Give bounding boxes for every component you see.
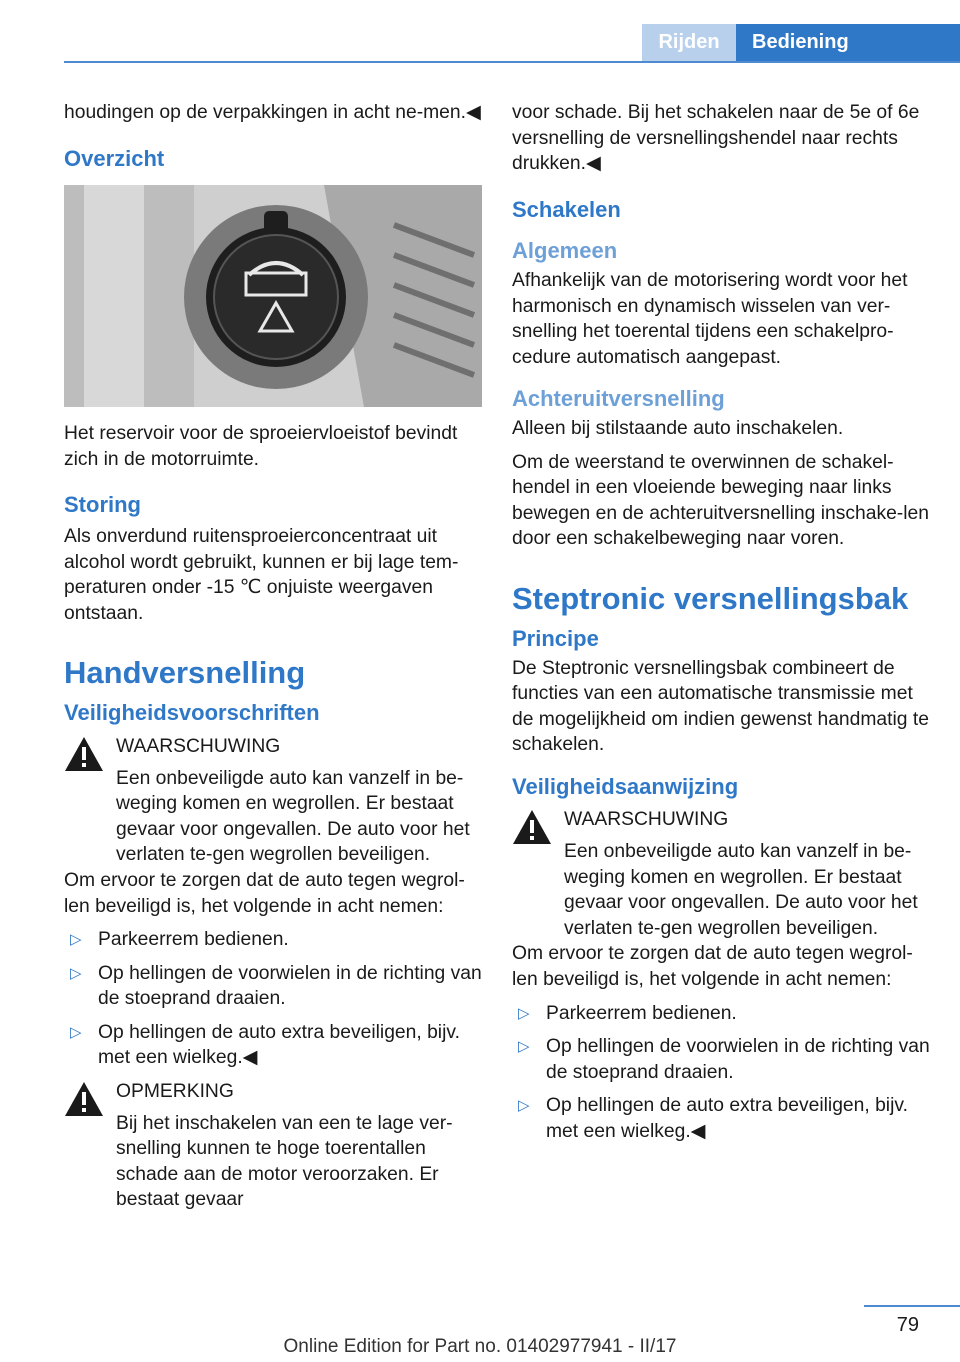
washer-reservoir-photo bbox=[64, 185, 482, 407]
triangle-bullet-icon: ▷ bbox=[518, 1038, 530, 1056]
triangle-bullet-icon: ▷ bbox=[518, 1004, 530, 1022]
heading-algemeen: Algemeen bbox=[512, 238, 618, 264]
triangle-bullet-icon: ▷ bbox=[70, 931, 82, 949]
paragraph-achteruit-2: Om de weerstand te overwinnen de schakel‐hendel in een vloeiende beweging naar links bewegen en de achteruitversnelling inschake‐len door een schakelbeweging naar voren. bbox=[512, 451, 929, 550]
notice-text: Bij het inschakelen van een te lage ver‐snelling kunnen te hoge toerentallen schade aan de motor veroorzaken. Er bestaat gevaar bbox=[116, 1112, 453, 1211]
list-item: ▷ Op hellingen de voorwielen in de richting van de stoeprand draaien. bbox=[518, 1036, 930, 1083]
heading-veiligheidsaanwijzing: Veiligheidsaanwijzing bbox=[512, 773, 739, 799]
paragraph-continuation: voor schade. Bij het schakelen naar de 5e of 6e versnelling de versnellingshendel naar rechts drukken.◀ bbox=[512, 102, 920, 175]
triangle-bullet-icon: ▷ bbox=[70, 964, 82, 982]
warning-title: WAARSCHUWING bbox=[564, 809, 729, 831]
list-item: ▷ Op hellingen de auto extra beveiligen, bijv. met een wielkeg.◀ bbox=[70, 1021, 460, 1069]
paragraph-algemeen: Afhankelijk van de motorisering wordt voor het harmonisch en dynamisch wisselen van ver‐snelling het toerental tijdens een schakelpro‐cedure automatisch aangepast. bbox=[512, 269, 908, 368]
header-rule bbox=[64, 61, 960, 63]
page-number: 79 bbox=[896, 1314, 919, 1336]
photo-caption: Het reservoir voor de sproeiervloeistof bevindt zich in de motorruimte. bbox=[64, 423, 458, 470]
paragraph-instruction: Om ervoor te zorgen dat de auto tegen wegrol‐len beveiligd is, het volgende in acht nemen: bbox=[512, 943, 913, 991]
paragraph-achteruit-1: Alleen bij stilstaande auto inschakelen. bbox=[512, 417, 844, 439]
list-item: ▷ Op hellingen de auto extra beveiligen, bijv. met een wielkeg.◀ bbox=[518, 1095, 908, 1142]
heading-achteruitversnelling: Achteruitversnelling bbox=[512, 386, 725, 412]
warning-triangle-icon bbox=[512, 809, 552, 845]
heading-veiligheidsvoorschriften: Veiligheidsvoorschriften bbox=[64, 700, 320, 726]
notice-block bbox=[64, 1079, 482, 1213]
paragraph-principe: De Steptronic versnellingsbak combineert de functies van een automatische transmissie met de mogelijkheid om indien gewenst handmatig te schakelen. bbox=[512, 657, 929, 756]
heading-handversnelling: Handversnelling bbox=[64, 655, 306, 691]
paragraph-continuation: houdingen op de verpakkingen in acht ne‐men.◀ bbox=[64, 102, 481, 123]
left-column bbox=[64, 100, 482, 1213]
warning-title: WAARSCHUWING bbox=[116, 735, 281, 757]
heading-overzicht: Overzicht bbox=[64, 145, 165, 171]
instruction-list bbox=[512, 1001, 930, 1145]
heading-schakelen: Schakelen bbox=[512, 196, 621, 222]
warning-text: Een onbeveiligde auto kan vanzelf in be‐weging komen en wegrollen. Er bestaat gevaar voor ongevallen. De auto voor het verlaten te‐gen wegrollen beveiligen. bbox=[116, 767, 470, 866]
tab-bediening[interactable]: Bediening bbox=[736, 24, 960, 61]
footer-edition: Online Edition for Part no. 01402977941 - II/17 bbox=[283, 1336, 677, 1357]
warning-triangle-icon bbox=[64, 1081, 104, 1117]
heading-steptronic: Steptronic versnellingsbak bbox=[512, 580, 909, 616]
triangle-bullet-icon: ▷ bbox=[70, 1023, 82, 1041]
instruction-list bbox=[64, 927, 482, 1071]
warning-triangle-icon bbox=[64, 736, 104, 772]
list-item: ▷ Parkeerrem bedienen. bbox=[64, 927, 482, 953]
list-item: ▷ Parkeerrem bedienen. bbox=[512, 1001, 930, 1027]
warning-text: Een onbeveiligde auto kan vanzelf in be‐weging komen en wegrollen. Er bestaat gevaar voor ongevallen. De auto voor het verlaten te‐gen wegrollen beveiligen. bbox=[564, 841, 918, 939]
warning-block bbox=[512, 807, 930, 941]
list-item: ▷ Op hellingen de voorwielen in de richting van de stoeprand draaien. bbox=[70, 962, 482, 1010]
heading-principe: Principe bbox=[512, 625, 599, 651]
footer-rule bbox=[864, 1305, 960, 1307]
heading-storing: Storing bbox=[64, 492, 141, 518]
warning-block bbox=[64, 734, 482, 868]
paragraph-storing: Als onverdund ruitensproeierconcentraat uit alcohol wordt gebruikt, kunnen er bij lage tem‐peraturen onder -15 ℃ onjuiste weergaven ontstaan. bbox=[64, 525, 459, 624]
right-column bbox=[512, 100, 930, 1153]
tab-rijden[interactable]: Rijden bbox=[642, 24, 736, 61]
triangle-bullet-icon: ▷ bbox=[518, 1097, 530, 1115]
notice-title: OPMERKING bbox=[116, 1081, 234, 1103]
paragraph-instruction: Om ervoor te zorgen dat de auto tegen wegrol‐len beveiligd is, het volgende in acht nemen: bbox=[64, 869, 465, 917]
